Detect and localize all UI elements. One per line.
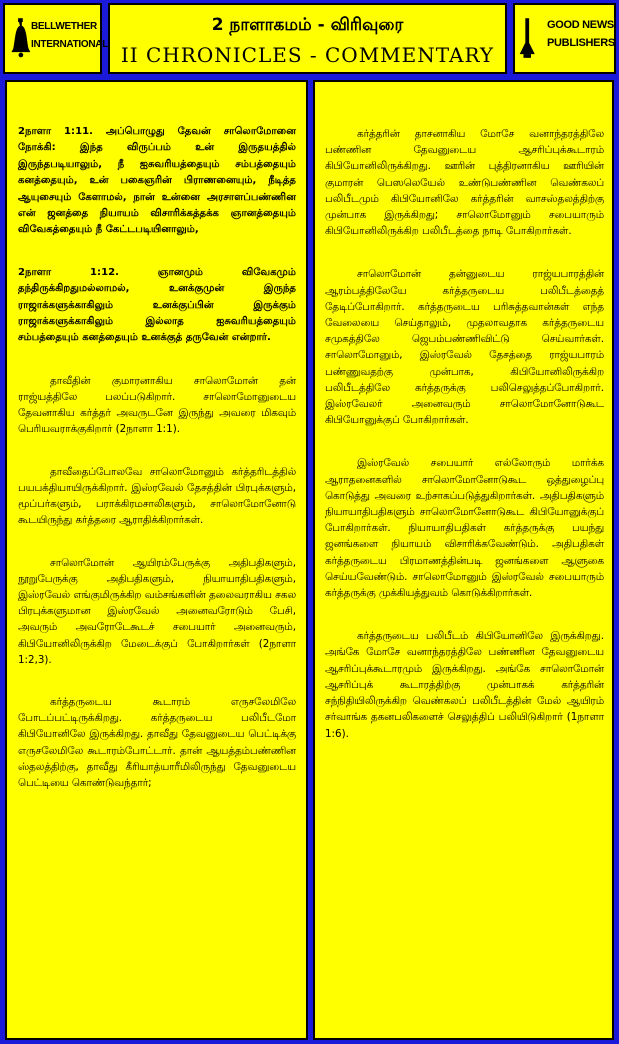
verse-paragraph: 2நாளா 1:11. அப்பொழுது தேவன் சாலொமோனை நோக்கி: இந்த விருப்பம் உன் இருதயத்தில் இருந்தபடியாலும், நீ ஐசுவரியத்தையும் சம்பத்தையும் கனத்தையும், உன் பகைஞரின் பிராணனையும், நீடித்த ஆயுசையும் கேளாமல், நான் உன்னை அரசாளப்பண்ணின என் ஜனத்தை நியாயம் விசாரிக்கத்தக்க ஞானத்தையும் விவேகத்தையும் நீ கேட்டபடியினாலும், [18,126,296,236]
page-title-english: II CHRONICLES - COMMENTARY [120,43,495,67]
good-news-logo-box [513,3,616,74]
commentary-paragraph: தாவீதைப்போலவே சாலொமோனும் கர்த்தரிடத்தில் பயபக்தியாயிருக்கிறார். இஸ்ரவேல் தேசத்தின் பிரபுக்களும், மூப்பர்களும், பராக்கிரமசாலிகளும், சாலொமோனோடு கூடயிருந்து கர்த்தரை ஆராதிக்கிறார்கள். [18,465,296,527]
commentary-paragraph: இஸ்ரவேல் சபையார் எல்லோரும் மார்க்க ஆராதனைகளில் சாலொமோனோடுகூட ஒத்துழைப்பு கொடுத்து அவரை உற்சாகப்படுத்துகிறார்கள். அதிபதிகளும் நியாயாதிபதிகளும் சாலொமோனோடுகூட கிபியோனுக்குப் போகிறார்கள். நியாயாதிபதிகள் கர்த்தருக்கு பயந்து ஜனங்களை நியாயம் விசாரிக்கவேண்டும். அதிபதிகள் கர்த்தருடைய பிரமாணத்தின்படி ஜனங்களை ஆளுகை செய்யவேண்டும். சாலொமோனும் இஸ்ரவேல் சபையாரும் கர்த்தருக்கு முக்கியத்துவம் கொடுக்கிறார்கள். [325,457,604,600]
page-title-tamil: 2 நாளாகமம் - விரிவுரை [211,15,404,35]
verse-paragraph: 2நாளா 1:12. ஞானமும் விவேகமும் தந்திருக்கிறதுமல்லாமல், உனக்குமுன் இருந்த ராஜாக்களுக்காகிலும் உனக்குப்பின் இருக்கும் ராஜாக்களுக்காகிலும் இல்லாத ஐசுவரியத்தையும் சம்பத்தையும் கனத்தையும் உனக்குத் தருவேன் என்றார். [18,266,296,344]
commentary-paragraph: தாவீதின் குமாரனாகிய சாலொமோன் தன் ராஜ்யத்திலே பலப்படுகிறார். சாலொமோனுடைய தேவனாகிய கர்த்தர் அவருடனே இருந்து அவரை மிகவும் பெரியவராக்குகிறார் (2நாளா 1:1). [18,374,296,436]
commentary-paragraph: கர்த்தருடைய பலிபீடம் கிபியோனிலே இருக்கிறது. அங்கே மோசே வனாந்தரத்திலே பண்ணின தேவனுடைய ஆசரிப்புக்கூடாரமும் இருக்கிறது. அங்கே சாலொமோன் ஆசரிப்புக் கூடாரத்திற்கு முன்பாகக் கர்த்தரின் சந்நிதியிலிருக்கிற வெண்கலப் பலிபீடத்தின் மேல் ஆயிரம் சர்வாங்க தகனபலிகளைச் செலுத்திப் பலியிடுகிறார் (1நாளா 1:6). [325,630,604,740]
bellwether-logo-box [3,3,109,74]
left-column [5,80,308,1040]
header-title-box [108,3,507,74]
logo-right-line2: PUBLISHERS [547,37,615,49]
logo-left-line2: INTERNATIONAL [31,39,109,50]
logo-right-line1: GOOD NEWS [547,19,614,31]
commentary-paragraph: கர்த்தருடைய கூடாரம் எருசலேமிலே போடப்பட்டிருக்கிறது. கர்த்தருடைய பலிபீடமோ கிபியோனிலே இருக்கிறது. தாவீது தேவனுடைய பெட்டிக்கு எருசலேமிலே கூடாரம்போட்டார். தான் ஆயத்தம்பண்ணின ஸ்தலத்திற்கு, தாவீது கீரியாத்யாரீமிலிருந்து தேவனுடைய பெட்டியை கொண்டுவந்தார்; [18,695,296,789]
right-column [313,80,614,1040]
logo-left-line1: BELLWETHER [31,21,97,32]
commentary-paragraph: சாலொமோன் தன்னுடைய ராஜ்யபாரத்தின் ஆரம்பத்திலேயே கர்த்தருடைய பலிபீடத்தைத் தேடிப்போகிறார். கர்த்தருடைய பரிசுத்தவான்கள் எந்த வேலையை செய்தாலும், முதலாவதாக கர்த்தருடைய சமுகத்திலே ஜெபம்பண்ணிவிட்டு செய்வார்கள். சாலொமோனும், இஸ்ரவேல் தேசத்தை ராஜ்யபாரம் பண்ணுவதற்கு முன்பாக, கிபியோனிலிருக்கிற பலிபீடத்திலே கர்த்தருக்கு பலிசெலுத்தப்போகிறார். இஸ்ரவேலர் அனைவரும் சாலொமோனோடுகூட கிபியோனுக்குப் போகிறார்கள். [325,268,604,427]
commentary-paragraph: சாலொமோன் ஆயிரம்பேருக்கு அதிபதிகளும், நூறுபேருக்கு அதிபதிகளும், நியாயாதிபதிகளும், இஸ்ரவேல் எங்குமிருக்கிற வம்சங்களின் தலைவராகிய சகல பிரபுக்களுமான இஸ்ரவேல் அனைவரோடும் பேசி, அவரும் அவரோடேகூடச் சபையார் அனைவரும், கிபியோனிலிருக்கிற மேடைக்குப் போகிறார்கள் (2நாளா 1:2,3). [18,556,296,666]
commentary-paragraph: கர்த்தரின் தாசனாகிய மோசே வனாந்தரத்திலே பண்ணின தேவனுடைய ஆசரிப்புக்கூடாரம் கிபியோனிலிருக்கிறது. ஊரின் புத்திரனாகிய ஊரியின் குமாரன் பெஸலெயேல் உண்டுபண்ணின வெண்கலப் பலிபீடமும் கிபியோனிலே கர்த்தரின் வாசஸ்தலத்திற்கு முன்பாக இருக்கிறது; சாலொமோனும் சபையாரும் கிபியோனிலிருக்கிற பலிபீடத்தை நாடி போகிறார்கள். [325,128,604,238]
